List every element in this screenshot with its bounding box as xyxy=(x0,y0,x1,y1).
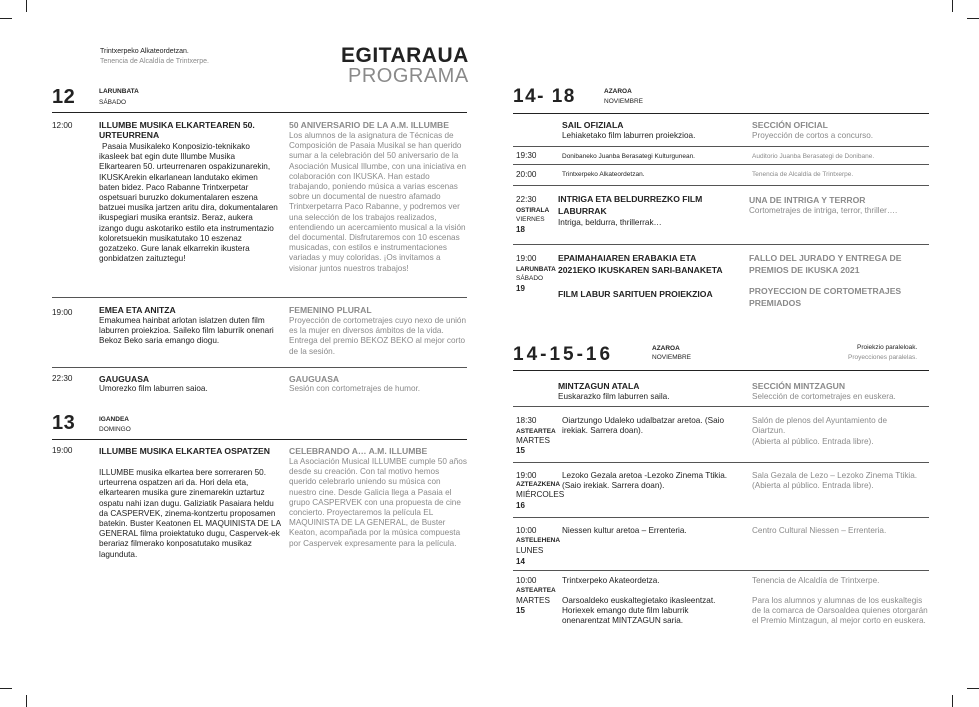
event-title-es: GAUGUASA xyxy=(289,374,340,384)
divider xyxy=(513,113,929,114)
venue-eu: Oiartzungo Udaleko udalbatzar aretoa. (Saio irekiak. Sarrera doan). xyxy=(562,416,725,436)
section-text-es: Selección de cortometrajes en euskera. xyxy=(752,392,896,401)
month-es: NOVIEMBRE xyxy=(604,98,644,105)
day-name-eu: ASTELEHENA xyxy=(516,537,561,544)
event-time: 19:00 xyxy=(516,471,537,480)
venue-es: Tenencia de Alcaldía de Trintxerpe. xyxy=(752,171,854,178)
divider xyxy=(513,164,929,165)
venue-es: Tenencia de Alcaldía de Trintxerpe. xyxy=(752,576,880,585)
divider xyxy=(513,244,929,245)
day-name-es: MARTES xyxy=(516,436,550,445)
divider xyxy=(52,439,467,440)
event-title-eu: INTRIGA ETA BELDURREZKO FILM LABURRAK xyxy=(558,194,703,216)
event-title-es: UNA DE INTRIGA Y TERROR xyxy=(749,195,866,205)
event-text-es: La Asociación Musical ILLUMBE cumple 50 años desde su creación. Con tal motivo hemos querido celebrarlo uniendo su música con nuestro cine. Desde Galicia llega a Pasaia el grupo CASPERVEK con una propuesta de cine concierto. Proyectaremos la película EL MAQUINISTA DE LA GENERAL, de Buster Keaton, acompañada por la música compuesta por Caspervek expresamente para la película. xyxy=(289,457,467,548)
event-text-eu: Umorezko film laburren saioa. xyxy=(99,384,208,393)
venue-eu: Donibaneko Juanba Berasategi Kulturgunean. xyxy=(562,153,695,160)
event-title-eu: EMEA ETA ANITZA xyxy=(99,305,176,315)
crop-mark xyxy=(26,0,27,12)
day-number: 15 xyxy=(516,446,525,455)
event-time: 10:00 xyxy=(516,526,537,535)
divider xyxy=(513,570,929,571)
parallel-es: Proyecciones paralelas. xyxy=(848,354,918,361)
event-text-es: Los alumnos de la asignatura de Técnicas de Composición de Pasaia Musikal se han querido sumar a la celebración del 50 aniversario de la Asociación Musical Illumbe, con una iniciativa en colaboración con IKUSKA. Han estado trabajando, poniendo música a varias escenas sobre un documental de nuestro afamado Trintxerpetarra Paco Rabanne, y podremos ver una selección de los trabajos realizados, entendiendo un acercamiento musical a la visión del documental. Disfrutaremos con 10 escenas musicadas, con estilos e instrumentaciones variadas y muy coloridas. ¡Os invitamos a visionar juntos nuestros trabajos! xyxy=(289,131,467,273)
venue-es: Sala Gezala de Lezo – Lezoko Zinema Ttikia. (Abierta al público. Entrada libre). xyxy=(752,471,918,491)
day-name-eu: AZTEAZKENA xyxy=(516,481,561,488)
event-time: 19:00 xyxy=(52,308,73,317)
crop-mark xyxy=(0,18,12,19)
divider xyxy=(52,297,467,298)
divider xyxy=(513,517,929,518)
section-text-eu: Lehiaketako film laburren proiekzioa. xyxy=(562,131,696,140)
crop-mark xyxy=(952,695,953,707)
header-org-eu: Trintxerpeko Alkateordetzan. xyxy=(100,48,189,55)
crop-mark xyxy=(26,695,27,707)
divider xyxy=(513,146,929,147)
section-title-eu: SAIL OFIZIALA xyxy=(562,120,624,130)
day-name-eu: LARUNBATA xyxy=(99,88,139,95)
venue-eu: Niessen kultur aretoa – Errenteria. xyxy=(562,526,687,535)
divider xyxy=(52,112,467,113)
crop-mark xyxy=(967,688,979,689)
event-time: 18:30 xyxy=(516,416,537,425)
day-number: 19 xyxy=(516,284,525,293)
venue-es-note: Para los alumnos y alumnas de los euskaltegis de la comarca de Oarsoaldea quienes otorgarán el Premio Mintzagun, al mejor corto en euskera. xyxy=(752,596,928,626)
day-number: 14 xyxy=(516,557,525,566)
event-title-eu: EPAIMAHAIAREN ERABAKIA ETA 2021EKO IKUSKAREN SARI-BANAKETA xyxy=(558,253,723,275)
day-name-eu: LARUNBATA xyxy=(516,266,556,273)
event-title-es-2: PROYECCION DE CORTOMETRAJES PREMIADOS xyxy=(749,286,902,308)
day-number: 16 xyxy=(516,501,525,510)
event-time: 19:00 xyxy=(516,254,537,263)
event-text-es: Cortometrajes de intriga, terror, thriller…. xyxy=(749,206,898,215)
parallel-eu: Proiekzio paraleloak. xyxy=(857,344,918,351)
venue-eu: Trintxerpeko Akateordetza. xyxy=(562,576,660,585)
event-text-eu: ILLUMBE musika elkartea bere sorreraren 50. urteurrena ospatzen ari da. Hori dela eta, elkartearen musika gure zinemarekin uztartuz ospatu nahi izan dugu. Galiziatik Pasaiara heldu da CASPERVEK, zinema-kontzertu proposamen batekin. Buster Keatonen EL MAQUINISTA DE LA GENERAL filma proiektatuko dugu, Caspervek-ek berariaz filmerako konposatutako musikaz lagunduta. xyxy=(99,468,281,559)
event-text-eu: Intriga, beldurra, thrillerrak… xyxy=(558,218,662,227)
venue-eu-note: Oarsoaldeko euskaltegietako ikasleentzat. Horiexek emango dute film laburrik onenarentzat MINTZAGUN saria. xyxy=(562,596,716,626)
section-text-es: Proyección de cortos a concurso. xyxy=(752,131,874,140)
day-number: 13 xyxy=(52,412,76,434)
day-name-es: MIÉRCOLES xyxy=(516,490,565,499)
divider xyxy=(52,367,467,368)
event-time: 10:00 xyxy=(516,576,537,585)
event-title-eu: ILLUMBE MUSIKA ELKARTEAREN 50. URTEURRENA xyxy=(99,120,255,141)
divider xyxy=(513,406,929,407)
divider xyxy=(513,370,929,371)
day-name-eu: ASTEARTEA xyxy=(516,428,556,435)
event-time: 22:30 xyxy=(516,195,537,204)
day-name-es: SÁBADO xyxy=(516,275,544,282)
venue-eu: Lezoko Gezala aretoa -Lezoko Zinema Ttikia. (Saio irekiak. Sarrera doan). xyxy=(562,471,728,491)
venue-es-note: (Abierta al público. Entrada libre). xyxy=(752,437,874,446)
day-name-eu: ASTEARTEA xyxy=(516,587,556,594)
divider xyxy=(513,185,929,186)
crop-mark xyxy=(967,18,979,19)
day-name-es: DOMINGO xyxy=(99,426,131,433)
month-es: NOVIEMBRE xyxy=(652,354,692,361)
date-range: 14-15-16 xyxy=(513,344,614,365)
day-name-es: SÁBADO xyxy=(99,99,127,106)
venue-time: 20:00 xyxy=(516,170,537,179)
day-name-eu: OSTIRALA xyxy=(516,207,550,214)
event-text-es: Proyección de cortometrajes cuyo nexo de unión es la mujer en diversos ámbitos de la vida. Entrega del premio BEKOZ BEKO al mejor corto de la sesión. xyxy=(289,316,467,356)
event-time: 22:30 xyxy=(52,374,73,383)
event-title-eu: ILLUMBE MUSIKA ELKARTEA OSPATZEN xyxy=(99,446,270,456)
page-title: EGITARAUA xyxy=(341,44,469,67)
event-title-es: FALLO DEL JURADO Y ENTREGA DE PREMIOS DE IKUSKA 2021 xyxy=(749,253,902,275)
day-number: 12 xyxy=(52,86,76,108)
day-name-eu: IGANDEA xyxy=(99,416,129,423)
venue-es: Centro Cultural Niessen – Errenteria. xyxy=(752,526,887,535)
venue-es: Auditorio Juanba Berasategi de Donibane. xyxy=(752,153,875,160)
section-title-es: SECCIÓN MINTZAGUN xyxy=(752,381,846,391)
section-title-eu: MINTZAGUN ATALA xyxy=(558,381,640,391)
section-title-es: SECCIÓN OFICIAL xyxy=(752,120,828,130)
month-eu: AZAROA xyxy=(652,345,680,352)
crop-mark xyxy=(952,0,953,12)
day-name-es: VIERNES xyxy=(516,216,545,223)
day-number: 15 xyxy=(516,606,525,615)
event-title-es: 50 ANIVERSARIO DE LA A.M. ILLUMBE xyxy=(289,120,449,130)
day-number: 18 xyxy=(516,225,525,234)
event-time: 12:00 xyxy=(52,121,73,130)
event-title-es: CELEBRANDO A… A.M. ILLUMBE xyxy=(289,446,428,456)
venue-time: 19:30 xyxy=(516,151,537,160)
event-title-es: FEMENINO PLURAL xyxy=(289,305,372,315)
section-text-eu: Euskarazko film laburren saila. xyxy=(558,392,670,401)
day-name-es: MARTES xyxy=(516,596,550,605)
month-eu: AZAROA xyxy=(604,88,632,95)
event-text-eu: Pasaia Musikaleko Konposizio-teknikako ikasleek bat egin dute Illumbe Musika Elkartearen 50. urteurrenaren ospakizunarekin, IKUSKArekin elkarlanean landutako ekimen baten bidez. Paco Rabanne Trintxerpetar ospetsuari buruzko dokumentalaren eszena batzuei musika jartzen aritu dira, dokumentalaren ikuspegiari musika erantsiz. Beraz, aukera izango dugu askotariko estilo eta instrumentazio koloretsuekin musikatutako 10 eszenaz gozatzeko. Gure lanak elkarrekin ikustera gonbidatzen zaituztegu! xyxy=(99,142,278,264)
crop-mark xyxy=(0,688,12,689)
venue-eu: Trintxerpeko Alkateordetzan. xyxy=(562,171,645,178)
venue-es: Salón de plenos del Ayuntamiento de Oiartzun. xyxy=(752,416,888,436)
event-time: 19:00 xyxy=(52,446,73,455)
divider xyxy=(513,462,929,463)
header-org-es: Tenencia de Alcaldía de Trintxerpe. xyxy=(100,58,209,65)
event-title-eu: GAUGUASA xyxy=(99,374,150,384)
page-subtitle: PROGRAMA xyxy=(348,65,469,87)
day-name-es: LUNES xyxy=(516,546,544,555)
event-title-eu-2: FILM LABUR SARITUEN PROIEKZIOA xyxy=(558,289,713,299)
event-text-es: Sesión con cortometrajes de humor. xyxy=(289,384,421,393)
date-range: 14- 18 xyxy=(513,86,576,107)
event-text-eu: Emakumea hainbat arlotan islatzen duten film laburren proiekzioa. Saileko film laburrik onenari Bekoz Beko saria emango diogu. xyxy=(99,316,274,346)
